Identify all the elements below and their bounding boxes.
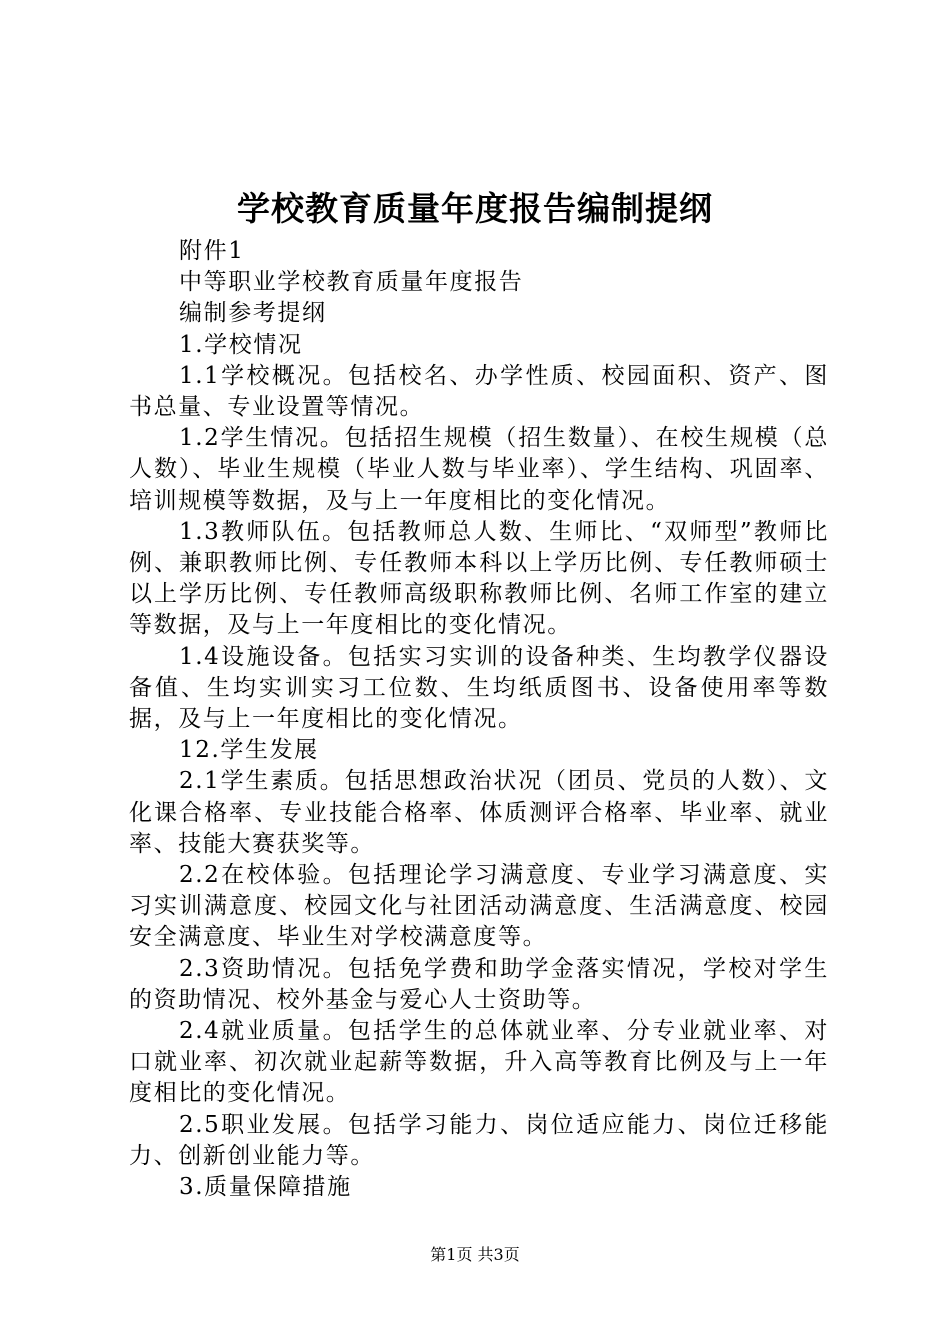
section-heading-quality: 3.质量保障措施 bbox=[179, 1174, 352, 1201]
document-title: 学校教育质量年度报告编制提纲 bbox=[237, 189, 713, 228]
section-heading-school: 1.学校情况 bbox=[179, 331, 303, 358]
paragraph-attachment-label: 附件1 bbox=[179, 238, 245, 264]
paragraph-outline-label: 编制参考提纲 bbox=[179, 300, 327, 327]
paragraph-1-2: 1.2学生情况。包括招生规模（招生数量）、在校生规模（总人数）、毕业生规模（毕业人数与毕业率）、学生结构、巩固率、培训规模等数据，及与上一年度相比的变化情况。 bbox=[129, 425, 829, 514]
paragraph-1-3: 1.3教师队伍。包括教师总人数、生师比、“双师型”教师比例、兼职教师比例、专任教师本科以上学历比例、专任教师硕士以上学历比例、专任教师高级职称教师比例、名师工作室的建立等数据，及与上一年度相比的变化情况。 bbox=[129, 518, 829, 639]
paragraph-2-1: 2.1学生素质。包括思想政治状况（团员、党员的人数）、文化课合格率、专业技能合格率、体质测评合格率、毕业率、就业率、技能大赛获奖等。 bbox=[129, 768, 829, 857]
paragraph-report-name: 中等职业学校教育质量年度报告 bbox=[179, 269, 524, 296]
paragraph-2-5: 2.5职业发展。包括学习能力、岗位适应能力、岗位迁移能力、创新创业能力等。 bbox=[129, 1111, 829, 1169]
paragraph-1-4: 1.4设施设备。包括实习实训的设备种类、生均教学仪器设备值、生均实训实习工位数、生均纸质图书、设备使用率等数据，及与上一年度相比的变化情况。 bbox=[129, 643, 829, 733]
page-number-footer: 第1页 共3页 bbox=[430, 1245, 520, 1264]
paragraph-2-3: 2.3资助情况。包括免学费和助学金落实情况，学校对学生的资助情况、校外基金与爱心人士资助等。 bbox=[129, 955, 829, 1013]
section-heading-student: 12.学生发展 bbox=[179, 737, 319, 764]
paragraph-1-1: 1.1学校概况。包括校名、办学性质、校园面积、资产、图书总量、专业设置等情况。 bbox=[129, 362, 829, 421]
paragraph-2-2: 2.2在校体验。包括理论学习满意度、专业学习满意度、实习实训满意度、校园文化与社团活动满意度、生活满意度、校园安全满意度、毕业生对学校满意度等。 bbox=[129, 862, 829, 951]
paragraph-2-4: 2.4就业质量。包括学生的总体就业率、分专业就业率、对口就业率、初次就业起薪等数据，升入高等教育比例及与上一年度相比的变化情况。 bbox=[129, 1018, 829, 1107]
document-body bbox=[129, 236, 829, 1203]
